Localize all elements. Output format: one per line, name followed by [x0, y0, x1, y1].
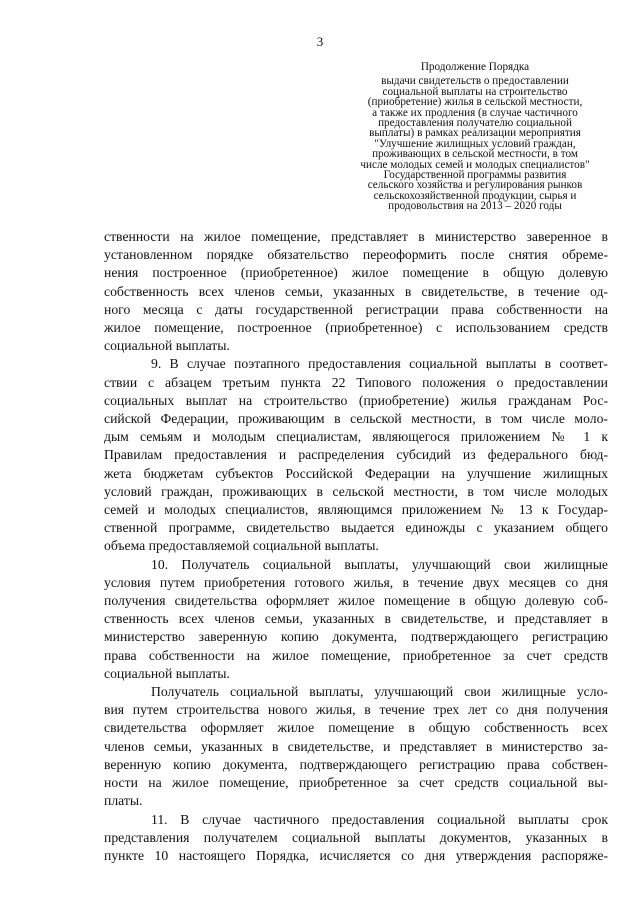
header-line: "Улучшение жилищных условий граждан,	[374, 137, 576, 150]
paragraph-item-9	[104, 355, 608, 555]
text-line: социальной выплаты.	[104, 338, 230, 354]
text-line: 11. В случае частичного предоставления социальной выплаты срок	[151, 811, 608, 827]
header-line: а также их продления (в случае частичного	[372, 106, 578, 119]
header-line: предоставления получателю социальной	[378, 117, 572, 130]
text-line: собственность всех членов семьи, указанных в свидетельстве, в течение од-	[104, 283, 608, 299]
text-line: 9. В случае поэтапного предоставления социальной выплаты в соответ-	[151, 356, 608, 372]
paragraph-item-10	[104, 556, 608, 683]
text-line: ного месяца с даты государственной регистрации права собственности на	[104, 301, 608, 317]
text-line: ственность всех членов семьи, указанных в свидетельстве, и представляет в	[104, 611, 608, 627]
text-line: платы.	[104, 793, 143, 809]
header-line: продовольствия на 2013 – 2020 годы	[388, 200, 562, 213]
paragraph-item-11	[104, 811, 608, 866]
header-line: выплаты) в рамках реализации мероприятия	[369, 127, 581, 140]
text-line: вия путем строительства нового жилья, в течение трех лет со дня получения	[104, 702, 608, 718]
text-line: веренную копию документа, подтверждающего регистрацию права собствен-	[104, 756, 608, 772]
text-line: ственности на жилое помещение, представляет в министерство заверенное в	[104, 229, 608, 244]
text-line: права собственности на жилое помещение, приобретенное за счет средств	[104, 647, 608, 663]
header-line: сельскохозяйственной продукции, сырья и	[373, 189, 577, 202]
text-line: 10. Получатель социальной выплаты, улучшающий свои жилищные	[151, 556, 608, 572]
header-line: (приобретение) жилья в сельской местности,	[367, 96, 583, 109]
text-line: пункте 10 настоящего Порядка, исчисляется со дня утверждения распоряже-	[104, 847, 608, 863]
text-line: Получатель социальной выплаты, улучшающий свои жилищные усло-	[151, 684, 608, 700]
text-line: получения свидетельства оформляет жилое помещение в общую долевую соб-	[104, 593, 608, 609]
text-line: объема предоставляемой социальной выплаты.	[104, 538, 379, 554]
text-line: жилое помещение, построенное (приобретенное) с использованием средств	[104, 320, 608, 336]
paragraph-item-10-second	[104, 683, 608, 810]
text-line: условий граждан, проживающих в сельской местности, в том числе молодых	[104, 483, 608, 499]
text-line: членов семьи, указанных в свидетельстве, и представляет в министерство за-	[104, 738, 608, 754]
text-line: жета бюджетам субъектов Российской Федерации на улучшение жилищных	[104, 465, 608, 481]
text-line: ственной программе, свидетельство выдается единожды с указанием общего	[104, 520, 608, 536]
text-line: ствии с абзацем третьим пункта 22 Типового положения о предоставлении	[104, 374, 608, 390]
header-line: сельского хозяйства и регулирования рынков	[367, 179, 583, 192]
document-body	[104, 228, 608, 865]
header-line: Продолжение Порядка	[420, 61, 530, 73]
text-line: нения построенное (приобретенное) жилое помещение в общую долевую	[104, 265, 608, 281]
text-line: свидетельства оформляет жилое помещение в общую собственность всех	[104, 720, 608, 736]
text-line: ности на жилое помещение, приобретенное за счет средств социальной вы-	[104, 775, 608, 791]
page-number: 3	[316, 34, 324, 49]
text-line: семей и молодых специалистов, являющимся приложением № 13 к Государ-	[104, 502, 608, 518]
header-line: числе молодых семей и молодых специалистов"	[360, 158, 590, 171]
text-line: социальной выплаты.	[104, 665, 230, 681]
header-line: выдачи свидетельств о предоставлении	[381, 75, 569, 88]
header-line: проживающих в сельской местности, в том	[372, 148, 578, 161]
text-line: установленном порядке обязательство переоформить после снятия обреме-	[104, 247, 608, 263]
document-header	[340, 62, 610, 212]
paragraph-continuation	[104, 228, 608, 355]
text-line: представления получателем социальной выплаты документов, указанных в	[104, 829, 608, 845]
header-line: социальной выплаты на строительство	[382, 85, 568, 98]
text-line: дым семьям и молодым специалистам, являющегося приложением № 1 к	[104, 429, 608, 445]
text-line: министерство заверенную копию документа, подтверждающего регистрацию	[104, 629, 608, 645]
text-line: Правилам предоставления и распределения субсидий из федерального бюд-	[104, 447, 608, 463]
text-line: сийской Федерации, проживающим в сельской местности, в том числе моло-	[104, 411, 608, 427]
header-line: Государственной программы развития	[383, 169, 567, 182]
text-line: социальных выплат на строительство (приобретение) жилья гражданам Рос-	[104, 392, 608, 408]
text-line: условия путем приобретения готового жилья, в течение двух месяцев со дня	[104, 574, 608, 590]
